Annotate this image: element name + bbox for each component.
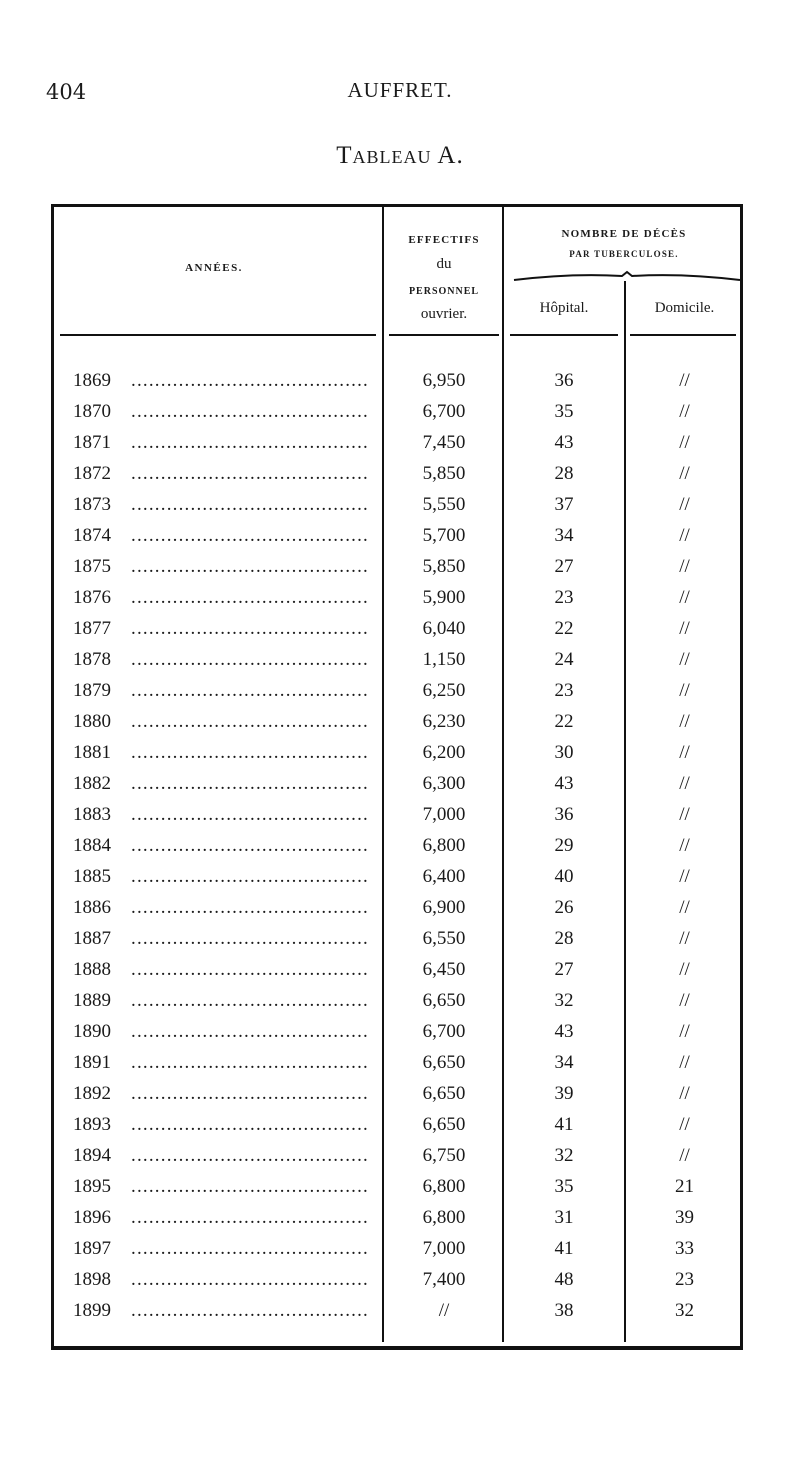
leader-dots: ........................................: [131, 463, 369, 484]
year-cell: 1896: [73, 1207, 111, 1228]
year-cell: 1893: [73, 1114, 111, 1135]
domicile-cell: //: [679, 959, 690, 980]
domicile-cell: //: [679, 525, 690, 546]
year-cell: 1875: [73, 556, 111, 577]
effectif-cell: 6,650: [422, 1083, 466, 1104]
leader-dots: ........................................: [131, 556, 369, 577]
domicile-cell: //: [679, 649, 690, 670]
table-row: [0, 463, 800, 494]
year-cell: 1881: [73, 742, 111, 763]
effectif-cell: 5,700: [422, 525, 466, 546]
effectif-cell: 6,300: [422, 773, 466, 794]
effectif-cell: 6,700: [422, 1021, 466, 1042]
effectif-cell: 6,800: [422, 835, 466, 856]
table-row: [0, 587, 800, 618]
table-row: [0, 525, 800, 556]
table-row: [0, 556, 800, 587]
header-du: du: [436, 256, 452, 272]
year-cell: 1892: [73, 1083, 111, 1104]
leader-dots: ........................................: [131, 773, 369, 794]
brace-rule: [512, 270, 742, 284]
leader-dots: ........................................: [131, 897, 369, 918]
year-cell: 1877: [73, 618, 111, 639]
leader-dots: ........................................: [131, 990, 369, 1011]
header-rule-annees: [60, 334, 376, 336]
hopital-cell: 27: [554, 959, 574, 980]
domicile-cell: //: [679, 1145, 690, 1166]
domicile-cell: 39: [675, 1207, 694, 1228]
leader-dots: ........................................: [131, 680, 369, 701]
effectif-cell: 6,040: [422, 618, 466, 639]
hopital-cell: 26: [554, 897, 574, 918]
year-cell: 1890: [73, 1021, 111, 1042]
effectif-cell: 6,230: [422, 711, 466, 732]
domicile-cell: //: [679, 432, 690, 453]
table-row: [0, 1083, 800, 1114]
domicile-cell: //: [679, 866, 690, 887]
table-row: [0, 1145, 800, 1176]
hopital-cell: 43: [554, 773, 574, 794]
domicile-cell: //: [679, 556, 690, 577]
leader-dots: ........................................: [131, 401, 369, 422]
leader-dots: ........................................: [131, 432, 369, 453]
year-cell: 1899: [73, 1300, 111, 1321]
domicile-cell: 21: [675, 1176, 694, 1197]
leader-dots: ........................................: [131, 866, 369, 887]
domicile-cell: //: [679, 463, 690, 484]
effectif-cell: 6,650: [422, 1052, 466, 1073]
hopital-cell: 34: [554, 525, 574, 546]
domicile-cell: //: [679, 1021, 690, 1042]
hopital-cell: 40: [554, 866, 574, 887]
year-cell: 1888: [73, 959, 111, 980]
header-par-tuberculose: PAR TUBERCULOSE.: [569, 249, 679, 259]
header-annees: ANNÉES.: [185, 262, 243, 274]
domicile-cell: //: [679, 401, 690, 422]
header-effectifs: EFFECTIFS: [408, 234, 480, 246]
year-cell: 1869: [73, 370, 111, 391]
leader-dots: ........................................: [131, 494, 369, 515]
table-row: [0, 494, 800, 525]
hopital-cell: 22: [554, 711, 574, 732]
year-cell: 1871: [73, 432, 111, 453]
year-cell: 1898: [73, 1269, 111, 1290]
effectif-cell: 6,750: [422, 1145, 466, 1166]
leader-dots: ........................................: [131, 804, 369, 825]
hopital-cell: 41: [554, 1114, 574, 1135]
header-nombre-deces: NOMBRE DE DÉCÈS: [561, 228, 687, 240]
table-row: [0, 1176, 800, 1207]
table-row: [0, 804, 800, 835]
year-cell: 1894: [73, 1145, 111, 1166]
effectif-cell: 6,550: [422, 928, 466, 949]
year-cell: 1885: [73, 866, 111, 887]
leader-dots: ........................................: [131, 525, 369, 546]
effectif-cell: 6,800: [422, 1176, 466, 1197]
leader-dots: ........................................: [131, 711, 369, 732]
year-cell: 1880: [73, 711, 111, 732]
hopital-cell: 43: [554, 1021, 574, 1042]
year-cell: 1887: [73, 928, 111, 949]
domicile-cell: 33: [675, 1238, 694, 1259]
leader-dots: ........................................: [131, 1176, 369, 1197]
hopital-cell: 37: [554, 494, 574, 515]
effectif-cell: 6,250: [422, 680, 466, 701]
hopital-cell: 29: [554, 835, 574, 856]
table-row: [0, 618, 800, 649]
hopital-cell: 32: [554, 990, 574, 1011]
hopital-cell: 36: [554, 370, 574, 391]
year-cell: 1886: [73, 897, 111, 918]
effectif-cell: 6,800: [422, 1207, 466, 1228]
year-cell: 1884: [73, 835, 111, 856]
effectif-cell: //: [438, 1300, 450, 1321]
hopital-cell: 28: [554, 928, 574, 949]
leader-dots: ........................................: [131, 1052, 369, 1073]
hopital-cell: 24: [554, 649, 574, 670]
effectif-cell: 6,400: [422, 866, 466, 887]
effectif-cell: 6,950: [422, 370, 466, 391]
hopital-cell: 23: [554, 680, 574, 701]
effectif-cell: 7,000: [422, 804, 466, 825]
hopital-cell: 28: [554, 463, 574, 484]
leader-dots: ........................................: [131, 1207, 369, 1228]
leader-dots: ........................................: [131, 835, 369, 856]
leader-dots: ........................................: [131, 1083, 369, 1104]
leader-dots: ........................................: [131, 959, 369, 980]
domicile-cell: //: [679, 835, 690, 856]
hopital-cell: 36: [554, 804, 574, 825]
table-row: [0, 1207, 800, 1238]
effectif-cell: 5,850: [422, 463, 466, 484]
year-cell: 1879: [73, 680, 111, 701]
effectif-cell: 6,900: [422, 897, 466, 918]
effectif-cell: 1,150: [422, 649, 466, 670]
table-row: [0, 1052, 800, 1083]
leader-dots: ........................................: [131, 1145, 369, 1166]
year-cell: 1883: [73, 804, 111, 825]
leader-dots: ........................................: [131, 1300, 369, 1321]
table-row: [0, 401, 800, 432]
year-cell: 1873: [73, 494, 111, 515]
table-row: [0, 1269, 800, 1300]
table-row: [0, 866, 800, 897]
hopital-cell: 31: [554, 1207, 574, 1228]
table-row: [0, 370, 800, 401]
hopital-cell: 32: [554, 1145, 574, 1166]
leader-dots: ........................................: [131, 618, 369, 639]
table-title: Tableau A.: [336, 142, 464, 169]
effectif-cell: 6,700: [422, 401, 466, 422]
leader-dots: ........................................: [131, 1238, 369, 1259]
domicile-cell: //: [679, 711, 690, 732]
table-row: [0, 432, 800, 463]
leader-dots: ........................................: [131, 370, 369, 391]
hopital-cell: 30: [554, 742, 574, 763]
hopital-cell: 43: [554, 432, 574, 453]
effectif-cell: 7,000: [422, 1238, 466, 1259]
running-head: AUFFRET.: [347, 78, 453, 102]
domicile-cell: //: [679, 742, 690, 763]
domicile-cell: //: [679, 587, 690, 608]
leader-dots: ........................................: [131, 928, 369, 949]
hopital-cell: 38: [554, 1300, 574, 1321]
header-rule-hopital: [510, 334, 618, 336]
hopital-cell: 35: [554, 401, 574, 422]
header-rule-effectifs: [389, 334, 499, 336]
header-personnel: PERSONNEL: [408, 286, 480, 297]
year-cell: 1874: [73, 525, 111, 546]
table-row: [0, 835, 800, 866]
domicile-cell: //: [679, 804, 690, 825]
year-cell: 1889: [73, 990, 111, 1011]
hopital-cell: 23: [554, 587, 574, 608]
year-cell: 1872: [73, 463, 111, 484]
page-number: 404: [46, 80, 87, 104]
leader-dots: ........................................: [131, 742, 369, 763]
domicile-cell: //: [679, 370, 690, 391]
hopital-cell: 41: [554, 1238, 574, 1259]
domicile-cell: 32: [675, 1300, 694, 1321]
domicile-cell: //: [679, 1052, 690, 1073]
effectif-cell: 6,450: [422, 959, 466, 980]
table-row: [0, 649, 800, 680]
leader-dots: ........................................: [131, 1021, 369, 1042]
domicile-cell: //: [679, 897, 690, 918]
domicile-cell: //: [679, 680, 690, 701]
table-row: [0, 1021, 800, 1052]
header-ouvrier: ouvrier.: [420, 306, 468, 322]
hopital-cell: 39: [554, 1083, 574, 1104]
table-row: [0, 711, 800, 742]
table-row: [0, 773, 800, 804]
hopital-cell: 22: [554, 618, 574, 639]
table-row: [0, 928, 800, 959]
domicile-cell: //: [679, 990, 690, 1011]
table-row: [0, 742, 800, 773]
effectif-cell: 7,450: [422, 432, 466, 453]
header-domicile: Domicile.: [654, 300, 715, 316]
table-row: [0, 897, 800, 928]
effectif-cell: 6,650: [422, 990, 466, 1011]
effectif-cell: 7,400: [422, 1269, 466, 1290]
table-row: [0, 959, 800, 990]
effectif-cell: 5,550: [422, 494, 466, 515]
domicile-cell: //: [679, 928, 690, 949]
header-rule-domicile: [630, 334, 736, 336]
effectif-cell: 6,200: [422, 742, 466, 763]
year-cell: 1895: [73, 1176, 111, 1197]
year-cell: 1897: [73, 1238, 111, 1259]
effectif-cell: 6,650: [422, 1114, 466, 1135]
domicile-cell: //: [679, 494, 690, 515]
year-cell: 1882: [73, 773, 111, 794]
leader-dots: ........................................: [131, 587, 369, 608]
year-cell: 1876: [73, 587, 111, 608]
hopital-cell: 48: [554, 1269, 574, 1290]
leader-dots: ........................................: [131, 649, 369, 670]
domicile-cell: //: [679, 1083, 690, 1104]
hopital-cell: 27: [554, 556, 574, 577]
leader-dots: ........................................: [131, 1114, 369, 1135]
domicile-cell: //: [679, 773, 690, 794]
effectif-cell: 5,900: [422, 587, 466, 608]
table-row: [0, 1300, 800, 1331]
effectif-cell: 5,850: [422, 556, 466, 577]
year-cell: 1891: [73, 1052, 111, 1073]
table-row: [0, 1238, 800, 1269]
table-row: [0, 1114, 800, 1145]
domicile-cell: //: [679, 618, 690, 639]
domicile-cell: 23: [675, 1269, 694, 1290]
leader-dots: ........................................: [131, 1269, 369, 1290]
table-row: [0, 990, 800, 1021]
header-hopital: Hôpital.: [539, 300, 589, 316]
hopital-cell: 34: [554, 1052, 574, 1073]
year-cell: 1878: [73, 649, 111, 670]
domicile-cell: //: [679, 1114, 690, 1135]
hopital-cell: 35: [554, 1176, 574, 1197]
table-row: [0, 680, 800, 711]
year-cell: 1870: [73, 401, 111, 422]
